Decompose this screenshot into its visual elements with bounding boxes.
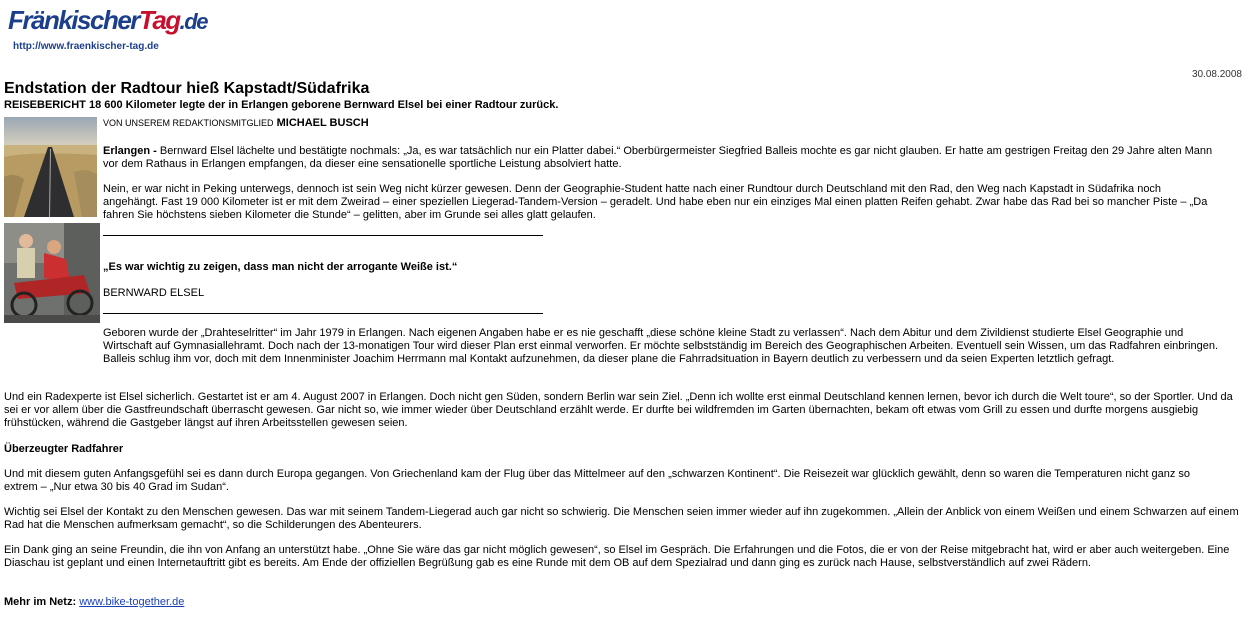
logo-tag: Tag bbox=[138, 5, 180, 35]
section-heading: Überzeugter Radfahrer bbox=[4, 443, 124, 455]
more-links bbox=[4, 596, 604, 609]
quote-rule-top bbox=[103, 235, 543, 236]
paragraph-2: Nein, er war nicht in Peking unterwegs, dennoch ist sein Weg nicht kürzer gewesen. Denn der Geographie-Student hatte nach einer Rundtour durch Deutschland mit den Rad, den Weg nach Kapstadt in Südafrika noch angehängt. Fast 19 000 Kilometer ist er mit dem Zweirad – einer speziellen Liegerad-Tandem-Version – geradelt. Und habe eben nur ein einziges Mal einen platten Reifen gehabt. Zwar habe das Rad bei so mancher Piste – „Da fahren Sie höchstens sieben Kilometer die Stunde“ – gelitten, aber im Grunde sei alles glatt gelaufen. bbox=[103, 183, 1208, 221]
site-url[interactable]: http://www.fraenkischer-tag.de bbox=[13, 41, 159, 52]
quote-rule-bottom bbox=[103, 313, 543, 314]
paragraph-7: Ein Dank ging an seine Freundin, die ihn von Anfang an unterstützt habe. „Ohne Sie wäre das gar nicht möglich gewesen“, so Elsel im Gespräch. Die Erfahrungen und die Fotos, die er von der Reise mitgebracht hat, wird er aber auch weitergeben. Eine Diaschau ist geplant und einen Internetauftritt gibt es bereits. Am Ende der offiziellen Begrüßung gab es eine Runde mit dem OB auf dem Spezialrad und dann ging es zurück nach Hause, selbstverständlich auf zwei Rädern. bbox=[4, 544, 1230, 569]
byline-prefix: VON UNSEREM REDAKTIONSMITGLIED bbox=[103, 118, 274, 128]
paragraph-6: Wichtig sei Elsel der Kontakt zu den Menschen gewesen. Das war mit seinem Tandem-Liegerad auch gar nicht so schwierig. Die Menschen seien immer wieder auf ihn zugekommen. „Allein der Anblick von einem Weißen und einem Schwarzen auf einem Rad hat die Menschen aufmerksam gemacht“, so die Schilderungen des Abenteurers. bbox=[4, 506, 1239, 531]
paragraph-5: Und mit diesem guten Anfangsgefühl sei es dann durch Europa gegangen. Von Griechenland kam der Flug über das Mittelmeer auf den „schwarzen Kontinent“. Die Reisezeit war glücklich gewählt, denn so waren die Temperaturen nicht ganz so extrem – „Nur etwa 30 bis 40 Grad im Sudan“. bbox=[4, 468, 1191, 493]
pull-quote-author: BERNWARD ELSEL bbox=[103, 287, 205, 299]
logo-tld: .de bbox=[179, 9, 207, 34]
tandem-photo bbox=[4, 223, 100, 323]
article-date: 30.08.2008 bbox=[1191, 69, 1242, 80]
more-label: Mehr im Netz: bbox=[4, 596, 77, 608]
bike-together-link[interactable]: www.bike-together.de bbox=[79, 596, 185, 608]
road-photo bbox=[4, 117, 97, 217]
dateline: Erlangen - bbox=[103, 145, 157, 157]
paragraph-4: Und ein Radexperte ist Elsel sicherlich. Gestartet ist er am 4. August 2007 in Erlangen. Doch nicht gen Süden, sondern Berlin war sein Ziel. „Denn ich wollte erst einmal Deutschland kennen lernen, bevor ich durch die Welt toure“, so der Sportler. Und da sei er vor allem über die Gastfreundschaft überrascht gewesen. Gar nicht so, wie immer wieder über Deutschland erzählt werde. Er durfte bei wildfremden im Garten übernachten, bekam oft etwas vom Grill zu essen und durfte morgens ausgiebig frühstücken, während die Gastgeber längst auf ihren Arbeitsstellen gewesen seien. bbox=[4, 391, 1233, 429]
logo-main: Fränkischer bbox=[8, 5, 139, 35]
byline-name: MICHAEL BUSCH bbox=[276, 117, 369, 129]
paragraph-1: Erlangen - Bernward Elsel lächelte und bestätigte nochmals: „Ja, es war tatsächlich nur ein Platter dabei.“ Oberbürgermeister Siegfried Balleis mochte es gar nicht glauben. Er hatte am gestrigen Freitag den 29 Jahre alten Mann vor dem Rathaus in Erlangen empfangen, da dieser eine sensationelle sportliche Leistung absolviert hatte. bbox=[103, 145, 1213, 170]
pull-quote: „Es war wichtig zu zeigen, dass man nicht der arrogante Weiße ist.“ bbox=[103, 261, 458, 273]
article-subtitle: REISEBERICHT 18 600 Kilometer legte der in Erlangen geborene Bernward Elsel bei einer Radtour zurück. bbox=[4, 99, 559, 111]
site-logo[interactable] bbox=[8, 4, 207, 36]
article-title: Endstation der Radtour hieß Kapstadt/Südafrika bbox=[4, 80, 370, 97]
paragraph-3: Geboren wurde der „Drahteselritter“ im Jahr 1979 in Erlangen. Nach eigenen Angaben habe er es nie geschafft „diese schöne kleine Stadt zu verlassen“. Nach dem Abitur und dem Zivildienst studierte Elsel Geographie und Wirtschaft auf Gymnasiallehramt. Doch nach der 13-monatigen Tour wird dieser Plan erst einmal verworfen. Er möchte selbstständig im Bereich des Geographischen Arbeiten. Eventuell sein Wissen, um das Radfahren einbringen. Balleis schlug ihm vor, doch mit dem Innenminister Joachim Herrmann mal Kontakt aufzunehmen, da dieser plane die Fahrradsituation in Bayern deutlich zu verbessern und da seien Experten letztlich gefragt. bbox=[103, 327, 1219, 365]
byline bbox=[103, 117, 643, 130]
